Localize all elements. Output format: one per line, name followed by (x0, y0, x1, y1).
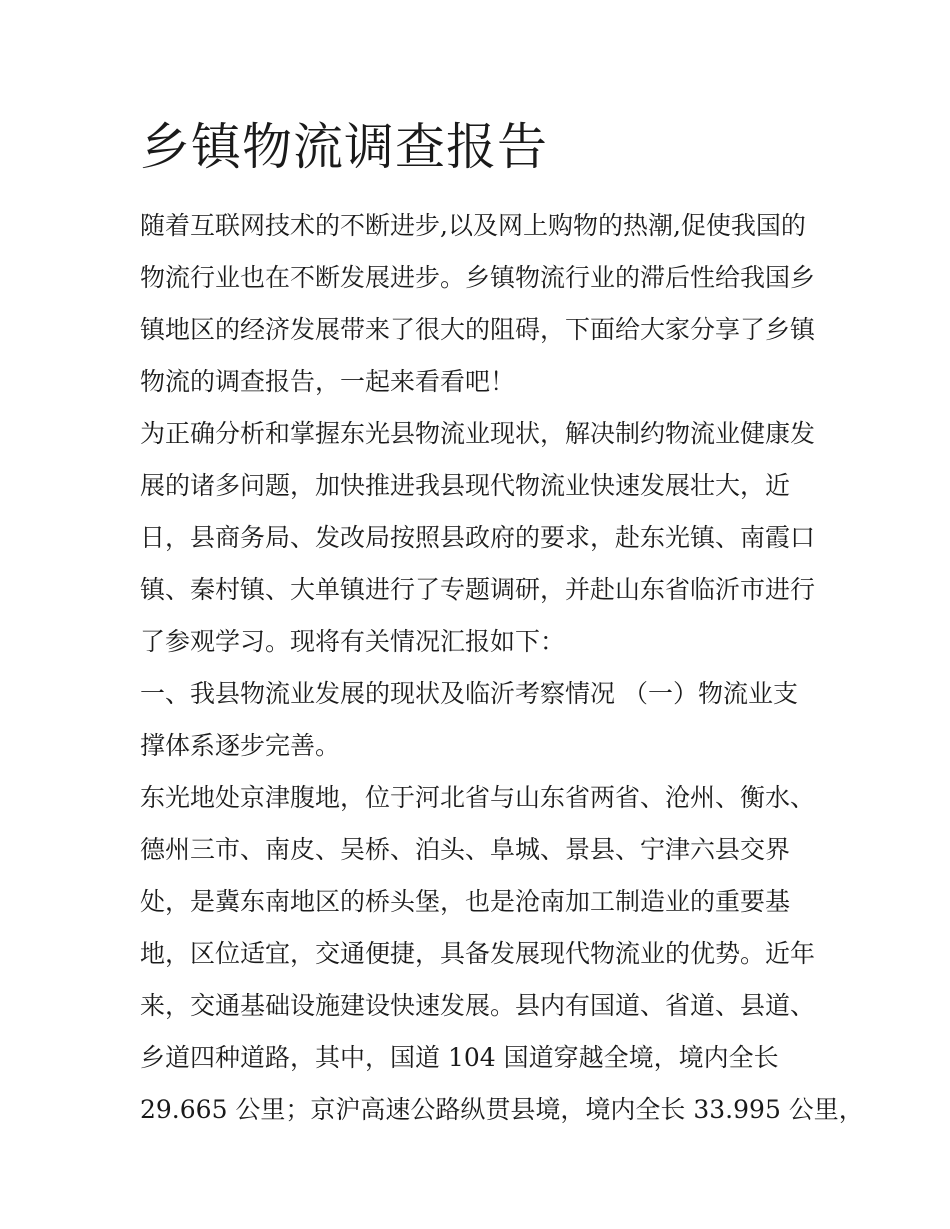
text-line: 为正确分析和掌握东光县物流业现状，解决制约物流业健康发 (140, 419, 816, 448)
text-line: 物流的调查报告，一起来看看吧！ (140, 367, 516, 396)
text-line: 镇地区的经济发展带来了很大的阻碍，下面给大家分享了乡镇 (140, 315, 816, 344)
text-line: 地，区位适宜，交通便捷，具备发展现代物流业的优势。近年 (140, 939, 816, 968)
document-page (140, 112, 864, 1136)
text-line: 随着互联网技术的不断进步,以及网上购物的热潮,促使我国的 (140, 211, 806, 240)
text-line: 来，交通基础设施建设快速发展。县内有国道、省道、县道、 (140, 991, 816, 1020)
text-line: 物流行业也在不断发展进步。乡镇物流行业的滞后性给我国乡 (140, 263, 816, 292)
text-line: 撑体系逐步完善。 (140, 731, 341, 760)
text-line: 一、我县物流业发展的现状及临沂考察情况 （一）物流业支 (140, 679, 798, 708)
text-line: 乡道四种道路，其中，国道 104 国道穿越全境，境内全长 (140, 1043, 779, 1072)
document-body (140, 200, 864, 1136)
text-line: 镇、秦村镇、大单镇进行了专题调研，并赴山东省临沂市进行 (140, 575, 816, 604)
text-line: 东光地处京津腹地，位于河北省与山东省两省、沧州、衡水、 (140, 783, 816, 812)
text-line: 处，是冀东南地区的桥头堡，也是沧南加工制造业的重要基 (140, 887, 791, 916)
text-line: 德州三市、南皮、吴桥、泊头、阜城、景县、宁津六县交界 (140, 835, 791, 864)
text-line: 29.665 公里；京沪高速公路纵贯县境，境内全长 33.995 公里， (140, 1095, 864, 1124)
text-line: 日，县商务局、发改局按照县政府的要求，赴东光镇、南霞口 (140, 523, 816, 552)
document-title: 乡镇物流调查报告 (140, 118, 548, 176)
text-line: 展的诸多问题，加快推进我县现代物流业快速发展壮大，近 (140, 471, 791, 500)
text-line: 了参观学习。现将有关情况汇报如下： (140, 627, 566, 656)
